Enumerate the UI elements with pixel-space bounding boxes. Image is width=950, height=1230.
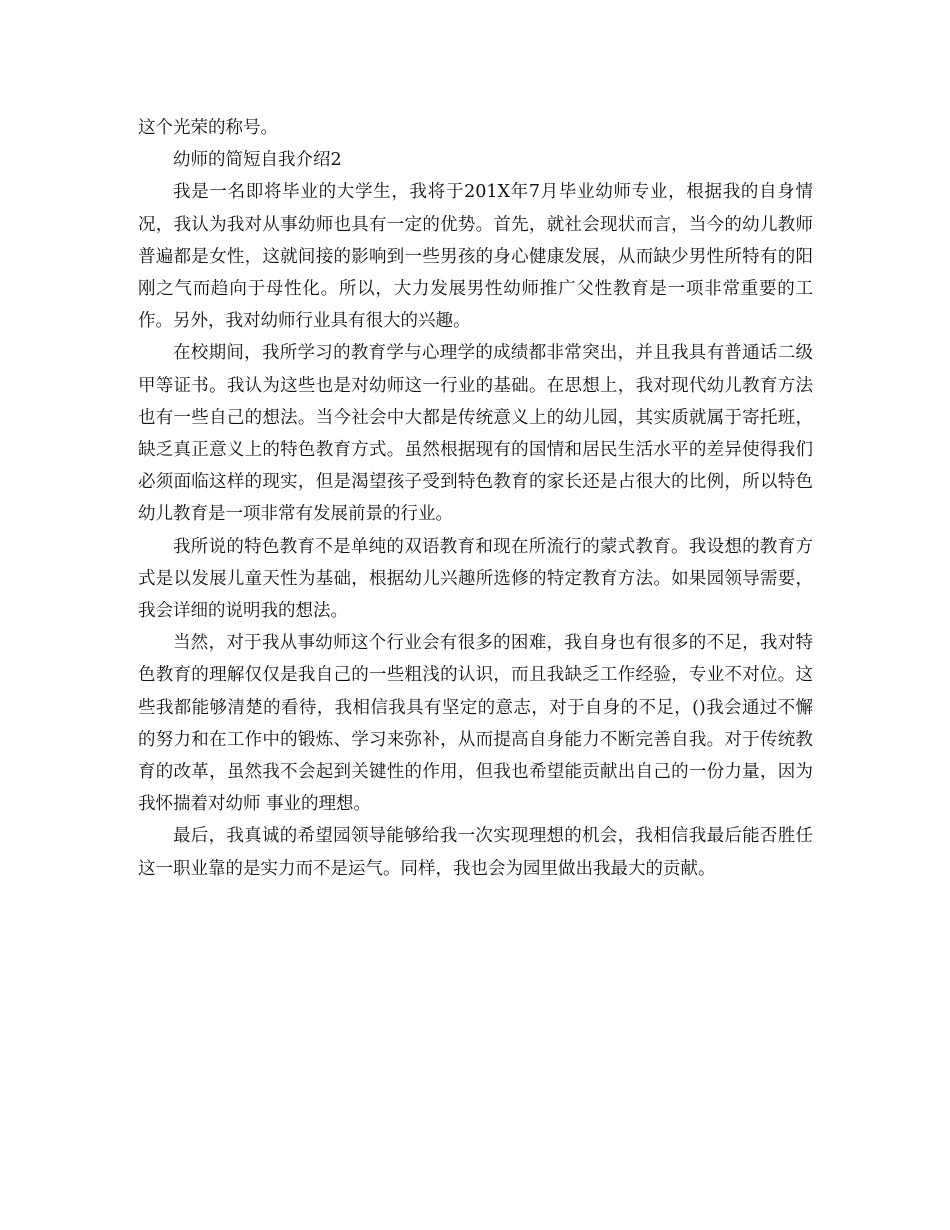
paragraph: 在校期间，我所学习的教育学与心理学的成绩都非常突出，并且我具有普通话二级甲等证书。我认为这些也是对幼师这一行业的基础。在思想上，我对现代幼儿教育方法也有一些自己的想法。当今社会中大都是传统意义上的幼儿园，其实质就属于寄托班，缺乏真正意义上的特色教育方式。虽然根据现有的国情和居民生活水平的差异使得我们必须面临这样的现实，但是渴望孩子受到特色教育的家长还是占很大的比例，所以特色幼儿教育是一项非常有发展前景的行业。 [138, 343, 813, 525]
paragraph: 当然，对于我从事幼师这个行业会有很多的困难，我自身也有很多的不足，我对特色教育的理解仅仅是我自己的一些粗浅的认识，而且我缺乏工作经验，专业不对位。这些我都能够清楚的看待，我相信我具有坚定的意志，对于自身的不足，()我会通过不懈的努力和在工作中的锻炼、学习来弥补，从而提高自身能力不断完善自我。对于传统教育的改革，虽然我不会起到关键性的作用，但我也希望能贡献出自己的一份力量，因为我怀揣着对幼师 事业的理想。 [138, 633, 813, 815]
section-heading: 幼师的简短自我介绍2 [173, 150, 342, 171]
document-body [138, 112, 813, 885]
paragraph: 我所说的特色教育不是单纯的双语教育和现在所流行的蒙式教育。我设想的教育方式是以发展儿童天性为基础，根据幼儿兴趣所选修的特定教育方法。如果园领导需要，我会详细的说明我的想法。 [138, 536, 813, 622]
paragraph: 最后，我真诚的希望园领导能够给我一次实现理想的机会，我相信我最后能否胜任这一职业靠的是实力而不是运气。同样，我也会为园里做出我最大的贡献。 [138, 826, 813, 879]
paragraph-continuation: 这个光荣的称号。 [138, 118, 278, 138]
paragraph: 我是一名即将毕业的大学生，我将于201X年7月毕业幼师专业，根据我的自身情况，我认为我对从事幼师也具有一定的优势。首先，就社会现状而言，当今的幼儿教师普遍都是女性，这就间接的影响到一些男孩的身心健康发展，从而缺少男性所特有的阳刚之气而趋向于母性化。所以，大力发展男性幼师推广父性教育是一项非常重要的工作。另外，我对幼师行业具有很大的兴趣。 [138, 182, 813, 332]
